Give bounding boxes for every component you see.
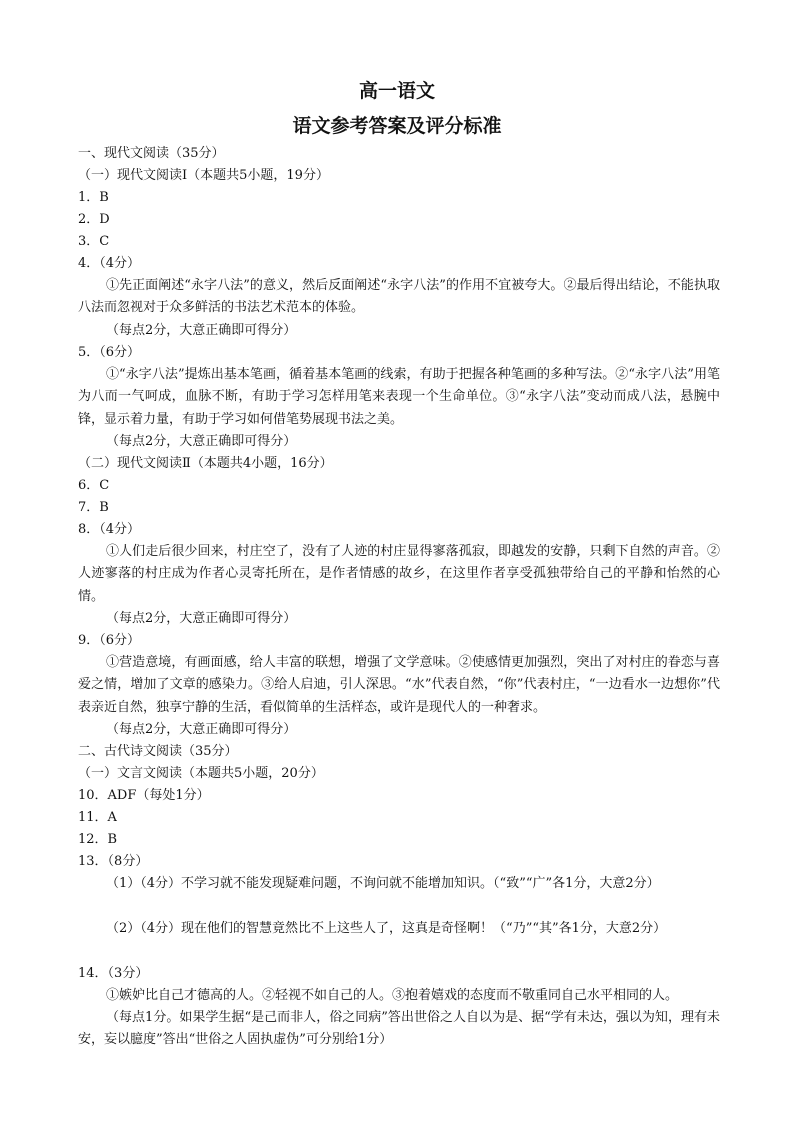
answer-q8-header: 8．（4分） xyxy=(78,522,141,537)
answer-q9-header: 9．（6分） xyxy=(78,633,141,648)
section-heading-modern-reading: 一、现代文阅读（35分） xyxy=(78,146,225,161)
answer-q4-header: 4．（4分） xyxy=(78,256,141,271)
page-title: 高一语文 xyxy=(358,80,435,102)
subsection-heading-reading-2: （二）现代文阅读Ⅱ（本题共4小题，16分） xyxy=(78,456,333,471)
subsection-heading-classical-prose: （一）文言文阅读（本题共5小题，20分） xyxy=(78,766,324,781)
answer-q13-header: 13．（8分） xyxy=(78,854,149,869)
scoring-note-q9: （每点2分，大意正确即可得分） xyxy=(106,722,297,737)
answer-q14-text: ①嫉妒比自己才德高的人。②轻视不如自己的人。③抱着嬉戏的态度而不敬重同自己水平相同的人。 xyxy=(106,988,679,1003)
section-heading-classical-reading: 二、古代诗文阅读（35分） xyxy=(78,744,238,759)
answer-q9-text: ①营造意境，有画面感，给人丰富的联想，增强了文学意味。②使感情更加强烈，突出了对村庄的眷恋与喜爱之情，增加了文章的感染力。③给人启迪，引人深思。“水”代表自然，“你”代表村庄，“一边看水一边想你”代表亲近自然，独享宁静的生活，看似简单的生活样态，或许是现代人的一种奢求。 xyxy=(78,655,720,715)
scoring-note-q14: （每点1分。如果学生据“是己而非人，俗之同病”答出世俗之人自以为是、据“学有未达，强以为知，理有未安，妄以臆度”答出“世俗之人固执虚伪”可分别给1分） xyxy=(78,1010,720,1048)
answer-q8-text: ①人们走后很少回来，村庄空了，没有了人迹的村庄显得寥落孤寂，即越发的安静，只剩下自然的声音。②人迹寥落的村庄成为作者心灵寄托所在，是作者情感的故乡，在这里作者享受孤独带给自己的平静和怡然的心情。 xyxy=(78,544,720,604)
answer-q5-text: ①“永字八法”提炼出基本笔画，循着基本笔画的线索，有助于把握各种笔画的多种写法。②“永字八法”用笔为八而一气呵成，血脉不断，有助于学习怎样用笔来表现一个生命单位。③“永字八法”变动而成八法，悬腕中锋，显示着力量，有助于学习如何借笔势展现书法之美。 xyxy=(78,367,720,427)
answer-q3: 3．C xyxy=(78,234,110,249)
answer-q11: 11．A xyxy=(78,810,117,825)
answer-q4-text: ①先正面阐述“永字八法”的意义，然后反面阐述“永字八法”的作用不宜被夸大。②最后得出结论，不能执取八法而忽视对于众多鲜活的书法艺术范本的体验。 xyxy=(78,278,720,316)
answer-q12: 12．B xyxy=(78,832,118,847)
answer-q13-part1: （1）（4分）不学习就不能发现疑难问题，不询问就不能增加知识。（“致”“广”各1分，大意2分） xyxy=(106,876,660,891)
subsection-heading-reading-1: （一）现代文阅读Ⅰ（本题共5小题，19分） xyxy=(78,168,329,183)
scoring-note-q4: （每点2分，大意正确即可得分） xyxy=(106,323,297,338)
answer-q5-header: 5．（6分） xyxy=(78,345,141,360)
page-subtitle: 语文参考答案及评分标准 xyxy=(292,115,502,137)
answer-q7: 7．B xyxy=(78,500,109,515)
scoring-note-q8: （每点2分，大意正确即可得分） xyxy=(106,611,297,626)
answer-q10: 10．ADF（每处1分） xyxy=(78,788,210,803)
answer-q1: 1．B xyxy=(78,190,109,205)
answer-q2: 2．D xyxy=(78,212,110,227)
answer-q13-part2: （2）（4分）现在他们的智慧竟然比不上这些人了，这真是奇怪啊！（“乃”“其”各1分，大意2分） xyxy=(106,921,667,936)
scoring-note-q5: （每点2分，大意正确即可得分） xyxy=(106,434,297,449)
answer-q6: 6．C xyxy=(78,478,110,493)
answer-q14-header: 14．（3分） xyxy=(78,966,149,981)
